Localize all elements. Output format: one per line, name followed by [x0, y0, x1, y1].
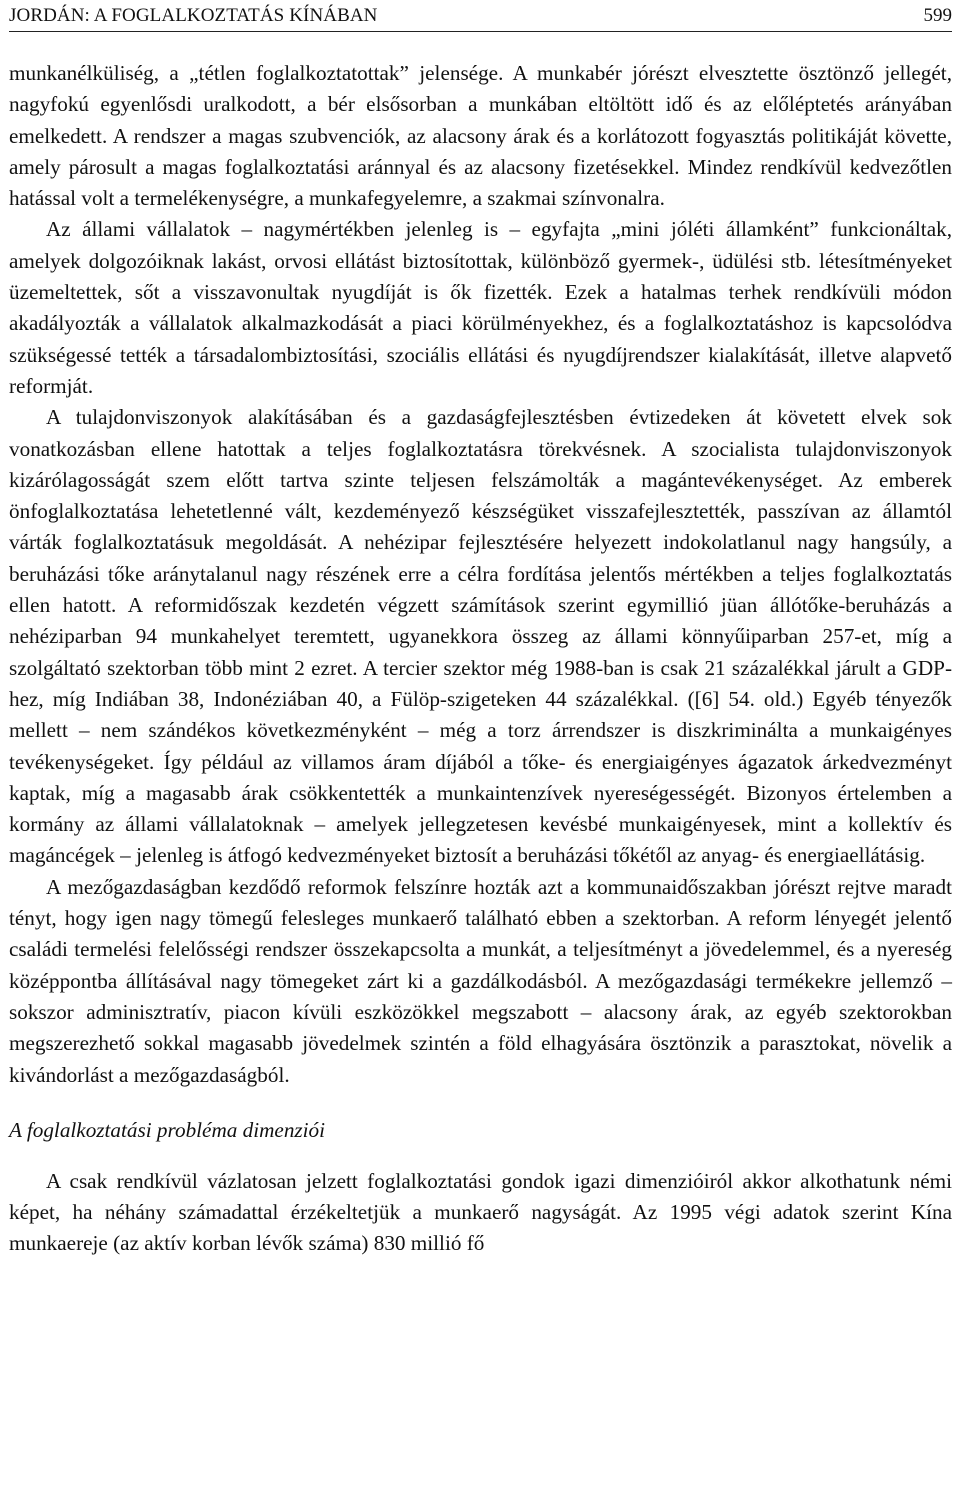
- paragraph-continued: munkanélküliség, a „tétlen foglalkoztatottak” jelensége. A munkabér jórészt elvesztette ösztönző jellegét, nagyfokú egyenlősdi uralkodott, a bér elsősorban a munkában eltöltött idő és az előléptetés arányában emelkedett. A rendszer a magas szubvenciók, az alacsony árak és a korlátozott fogyasztás politikáját követte, amely párosult a magas foglalkoztatási aránnyal és az alacsony fizetésekkel. Mindez rendkívül kedvezőtlen hatással volt a termelékenységre, a munkafegyelemre, a szakmai színvonalra.: [9, 61, 952, 211]
- paragraph: A tulajdonviszonyok alakításában és a gazdaságfejlesztésben évtizedeken át követett elvek sok vonatkozásban ellene hatottak a teljes foglalkoztatásra törekvésnek. A szocialista tulajdonviszonyok kizárólagosságát szem előtt tartva szinte teljesen felszámolták a magántevékenységet. Az emberek önfoglalkoztatása lehetetlenné vált, kezdeményező készségüket visszafejlesztették, passzívan az államtól várták foglalkoztatásuk megoldását. A nehézipar fejlesztésére helyezett indokolatlanul nagy hangsúly, a beruházási tőke aránytalanul nagy részének erre a célra fordítása jelentős mértékben a teljes foglalkoztatás ellen hatott. A reformidőszak kezdetén végzett számítások szerint egymillió jüan állótőke-beruházás a nehéziparban 94 munkahelyet teremtett, ugyanekkora összeg az állami könnyűiparban 257-et, míg a szolgáltató szektorban több mint 2 ezret. A tercier szektor még 1988-ban is csak 21 százalékkal járult a GDP-hez, míg Indiában 38, Indonéziában 40, a Fülöp-szigeteken 44 százalékkal. ([6] 54. old.) Egyéb tényezők mellett – nem szándékos következményként – még a torz árrendszer is diszkriminálta a munkaigényes tevékenységeket. Így például az villamos áram díjából a tőke- és energiaigényes ágazatok árkedvezményt kaptak, míg a magasabb árak csökkentették a munkaintenzívek nyereségességét. Bizonyos értelemben a kormány az állami vállalatoknak – amelyek jellegzetesen kevésbé munkaigényesek, mint a kollektív és magáncégek – jelenleg is átfogó kedvezményeket biztosít a beruházási tőkétől az anyag- és energiaellátásig.: [9, 405, 952, 868]
- page-number: 599: [923, 5, 952, 26]
- paragraph: A mezőgazdaságban kezdődő reformok felszínre hozták azt a kommunaidőszakban jórészt rejtve maradt tényt, hogy igen nagy tömegű felesleges munkaerő található ebben a szektorban. A reform lényegét jelentő családi termelési felelősségi rendszer összekapcsolta a munkát, a teljesítményt a jövedelemmel, és a nyereség középpontba állításával nagy tömegeket zárt ki a gazdálkodásból. A mezőgazdasági termékekre jellemző – sokszor adminisztratív, piacon kívüli eszközökkel megszabott – alacsony árak, az egyéb szektorokban megszerezhető sokkal magasabb jövedelmek szintén a föld elhagyására ösztönzik a parasztokat, növelik a kivándorlást a mezőgazdaságból.: [9, 874, 952, 1087]
- running-title: JORDÁN: A FOGLALKOZTATÁS KÍNÁBAN: [9, 5, 378, 26]
- paragraph: Az állami vállalatok – nagymértékben jelenleg is – egyfajta „mini jóléti államként” funkcionáltak, amelyek dolgozóiknak lakást, orvosi ellátást biztosítottak, különböző gyermek-, üdülési stb. létesítményeket üzemeltettek, sőt a visszavonultak nyugdíját is ők fizették. Ezek a hatalmas terhek rendkívüli módon akadályozták a vállalatok alkalmazkodását a piaci körülményekhez, és a foglalkoztatáshoz is kapcsolódva szükségessé tették a társadalombiztosítási, szociális ellátási és nyugdíjrendszer kialakítását, illetve alapvető reformját.: [9, 217, 952, 398]
- paragraph: A csak rendkívül vázlatosan jelzett foglalkoztatási gondok igazi dimenzióiról akkor alkothatunk némi képet, ha néhány számadattal érzékeltetjük a munkaerő nagyságát. Az 1995 végi adatok szerint Kína munkaereje (az aktív korban lévők száma) 830 millió fő: [9, 1168, 952, 1256]
- document-page: [9, 0, 952, 1260]
- running-header: [9, 1, 952, 32]
- body-text: [9, 58, 952, 1260]
- section-heading: A foglalkoztatási probléma dimenziói: [9, 1117, 326, 1142]
